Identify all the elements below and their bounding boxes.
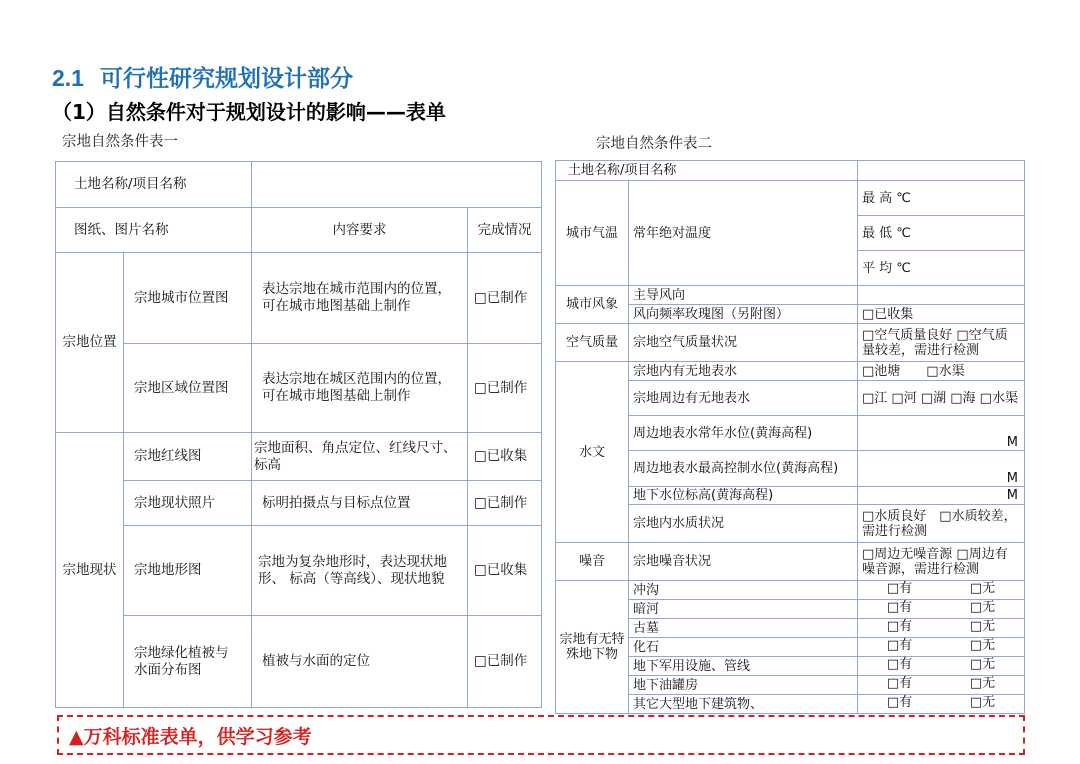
banner-text: ▲万科标准表单，供学习参考 — [69, 725, 312, 748]
yes-checkbox[interactable]: □有 — [886, 638, 913, 653]
no-checkbox[interactable]: □无 — [969, 638, 996, 653]
special-item: 地下油罐房 — [629, 676, 858, 695]
group-label-status: 宗地现状 — [56, 433, 124, 708]
reference-banner — [57, 715, 1025, 755]
table-row — [556, 181, 1025, 216]
temp-avg-field[interactable]: 平 均 ℃ — [858, 251, 1025, 286]
special-label: 宗地有无特殊地下物 — [556, 581, 629, 714]
water-level-field[interactable]: M — [858, 487, 1025, 505]
wind-direction-field[interactable] — [858, 286, 1025, 305]
water-checkbox[interactable]: □池塘 □水渠 — [858, 362, 1025, 381]
water-item: 宗地周边有无地表水 — [629, 381, 858, 416]
page-subtitle: （1）自然条件对于规划设计的影响——表单 — [52, 100, 446, 124]
water-level-field[interactable]: M — [858, 451, 1025, 487]
table-row — [56, 526, 542, 616]
drawing-name: 宗地现状照片 — [124, 481, 252, 526]
table-row — [56, 344, 542, 433]
no-checkbox[interactable]: □无 — [969, 676, 996, 691]
drawing-name: 宗地绿化植被与水面分布图 — [124, 616, 252, 708]
status-checkbox[interactable]: □已收集 — [468, 526, 542, 616]
climate-item: 常年绝对温度 — [629, 181, 858, 286]
yes-no-options — [858, 581, 1025, 600]
yes-no-options — [858, 638, 1025, 657]
table-row — [556, 324, 1025, 362]
air-item: 宗地空气质量状况 — [629, 324, 858, 362]
col-header-status: 完成情况 — [468, 208, 542, 253]
yes-checkbox[interactable]: □有 — [886, 657, 913, 672]
special-item: 古墓 — [629, 619, 858, 638]
content-requirement: 表达宗地在城区范围内的位置，可在城市地图基础上制作 — [252, 344, 468, 433]
noise-checkbox[interactable]: □周边无噪音源 □周边有噪音源，需进行检测 — [858, 543, 1025, 581]
water-item: 地下水位标高(黄海高程) — [629, 487, 858, 505]
yes-no-options — [858, 676, 1025, 695]
content-requirement: 植被与水面的定位 — [252, 616, 468, 708]
special-item: 地下军用设施、管线 — [629, 657, 858, 676]
land-name-value[interactable] — [252, 162, 542, 208]
status-checkbox[interactable]: □已制作 — [468, 616, 542, 708]
natural-conditions-table-2 — [555, 160, 1025, 714]
yes-checkbox[interactable]: □有 — [886, 619, 913, 634]
yes-checkbox[interactable]: □有 — [886, 695, 913, 710]
drawing-name: 宗地区域位置图 — [124, 344, 252, 433]
yes-checkbox[interactable]: □有 — [886, 581, 913, 596]
drawing-name: 宗地城市位置图 — [124, 253, 252, 344]
noise-item: 宗地噪音状况 — [629, 543, 858, 581]
no-checkbox[interactable]: □无 — [969, 581, 996, 596]
table-header-row — [56, 208, 542, 253]
content-requirement: 宗地面积、角点定位、红线尺寸、标高 — [252, 433, 468, 481]
wind-item: 主导风向 — [629, 286, 858, 305]
yes-no-options — [858, 600, 1025, 619]
drawing-name: 宗地红线图 — [124, 433, 252, 481]
section-title — [52, 60, 353, 93]
wind-rose-item: 风向频率玫瑰图（另附图） — [629, 305, 858, 324]
table1-caption: 宗地自然条件表一 — [62, 134, 178, 150]
no-checkbox[interactable]: □无 — [969, 695, 996, 710]
climate-label: 城市气温 — [556, 181, 629, 286]
no-checkbox[interactable]: □无 — [969, 619, 996, 634]
table-row — [56, 433, 542, 481]
status-checkbox[interactable]: □已收集 — [468, 433, 542, 481]
status-checkbox[interactable]: □已制作 — [468, 253, 542, 344]
yes-checkbox[interactable]: □有 — [886, 600, 913, 615]
air-label: 空气质量 — [556, 324, 629, 362]
special-item: 暗河 — [629, 600, 858, 619]
section-title-text: 可行性研究规划设计部分 — [100, 66, 353, 92]
no-checkbox[interactable]: □无 — [969, 657, 996, 672]
no-checkbox[interactable]: □无 — [969, 600, 996, 615]
yes-checkbox[interactable]: □有 — [886, 676, 913, 691]
air-quality-checkbox[interactable]: □空气质量良好 □空气质量较差，需进行检测 — [858, 324, 1025, 362]
water-label: 水文 — [556, 362, 629, 543]
section-number: 2.1 — [52, 65, 84, 91]
table2-caption: 宗地自然条件表二 — [596, 136, 712, 152]
water-checkbox[interactable]: □江 □河 □湖 □海 □水渠 — [858, 381, 1025, 416]
group-label-location: 宗地位置 — [56, 253, 124, 433]
temp-min-field[interactable]: 最 低 ℃ — [858, 216, 1025, 251]
col-header-content: 内容要求 — [252, 208, 468, 253]
water-checkbox[interactable]: □水质良好 □水质较差，需进行检测 — [858, 505, 1025, 543]
status-checkbox[interactable]: □已制作 — [468, 344, 542, 433]
special-item: 冲沟 — [629, 581, 858, 600]
status-checkbox[interactable]: □已制作 — [468, 481, 542, 526]
drawing-name: 宗地地形图 — [124, 526, 252, 616]
temp-max-field[interactable]: 最 高 ℃ — [858, 181, 1025, 216]
table-row — [556, 161, 1025, 181]
water-item: 周边地表水最高控制水位(黄海高程) — [629, 451, 858, 487]
content-requirement: 表达宗地在城市范围内的位置，可在城市地图基础上制作 — [252, 253, 468, 344]
wind-label: 城市风象 — [556, 286, 629, 324]
water-item: 宗地内水质状况 — [629, 505, 858, 543]
water-item: 周边地表水常年水位(黄海高程) — [629, 416, 858, 451]
water-level-field[interactable]: M — [858, 416, 1025, 451]
land-name-label: 土地名称/项目名称 — [56, 162, 252, 208]
table-row — [56, 253, 542, 344]
table-row — [556, 581, 1025, 600]
land-name-value[interactable] — [858, 161, 1025, 181]
table-row — [556, 286, 1025, 305]
yes-no-options — [858, 619, 1025, 638]
content-requirement: 宗地为复杂地形时，表达现状地形、 标高（等高线）、现状地貌 — [252, 526, 468, 616]
wind-rose-checkbox[interactable]: □已收集 — [858, 305, 1025, 324]
special-item: 其它大型地下建筑物、 — [629, 695, 858, 714]
natural-conditions-table-1 — [55, 161, 542, 708]
table-row — [556, 362, 1025, 381]
table-row — [556, 543, 1025, 581]
special-item: 化石 — [629, 638, 858, 657]
yes-no-options — [858, 657, 1025, 676]
table-row — [56, 481, 542, 526]
land-name-label: 土地名称/项目名称 — [556, 161, 858, 181]
col-header-drawing: 图纸、图片名称 — [56, 208, 252, 253]
yes-no-options — [858, 695, 1025, 714]
table-row — [56, 162, 542, 208]
table-row — [56, 616, 542, 708]
content-requirement: 标明拍摄点与目标点位置 — [252, 481, 468, 526]
water-item: 宗地内有无地表水 — [629, 362, 858, 381]
noise-label: 噪音 — [556, 543, 629, 581]
